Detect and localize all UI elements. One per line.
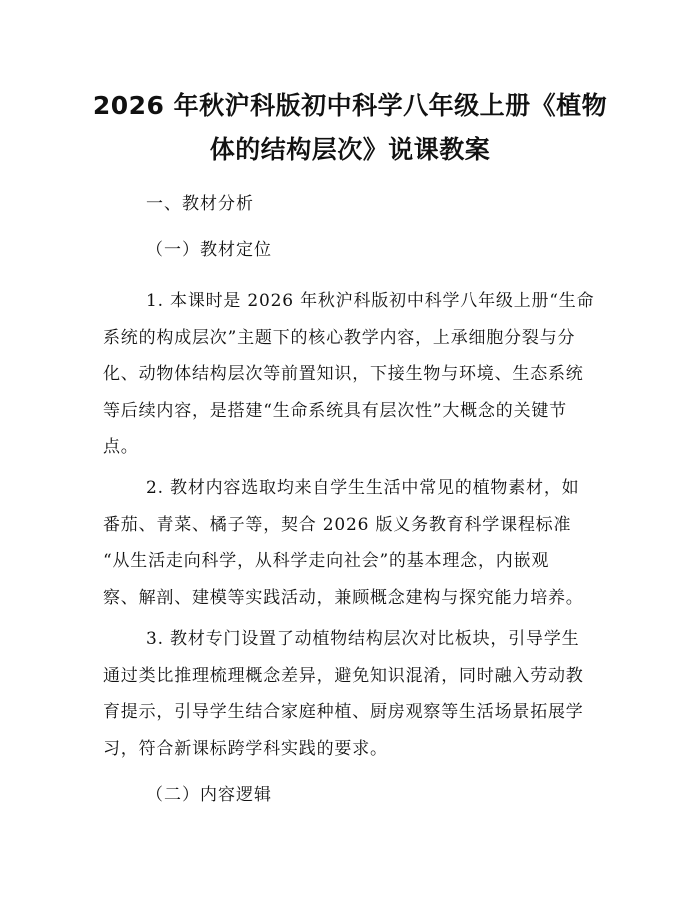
paragraph-2-line: 2. 教材内容选取均来自学生生活中常见的植物素材，如: [146, 478, 580, 498]
title-line-1: 2026 年秋沪科版初中科学八年级上册《植物: [92, 91, 608, 120]
paragraph-3-line: 通过类比推理梳理概念差异，避免知识混淆，同时融入劳动教: [103, 665, 584, 686]
paragraph-3-line: 3. 教材专门设置了动植物结构层次对比板块，引导学生: [146, 629, 580, 649]
paragraph-1-line: 等后续内容，是搭建“生命系统具有层次性”大概念的关键节: [103, 400, 567, 421]
subsection-heading-content-logic: （二）内容逻辑: [146, 785, 272, 805]
paragraph-2: [103, 470, 600, 616]
paragraph-3-line: 习，符合新课标跨学科实践的要求。: [103, 738, 388, 759]
paragraph-2-line: 察、解剖、建模等实践活动，兼顾概念建构与探究能力培养。: [103, 587, 584, 608]
title-line-2: 体的结构层次》说课教案: [209, 135, 491, 164]
document-title: [90, 84, 610, 172]
paragraph-2-line: “从生活走向科学，从科学走向社会”的基本理念，内嵌观: [103, 551, 550, 571]
paragraph-1-line: 系统的构成层次”主题下的核心教学内容，上承细胞分裂与分: [103, 327, 576, 348]
paragraph-1-line: 1. 本课时是 2026 年秋沪科版初中科学八年级上册“生命: [146, 291, 595, 311]
paragraph-1-line: 点。: [103, 437, 139, 457]
paragraph-2-line: 番茄、青菜、橘子等，契合 2026 版义务教育科学课程标准: [103, 514, 572, 535]
section-heading-teaching-material-analysis: 一、教材分析: [146, 194, 254, 214]
paragraph-1-line: 化、动物体结构层次等前置知识，下接生物与环境、生态系统: [103, 364, 584, 384]
paragraph-3: [103, 621, 600, 767]
paragraph-1: [103, 283, 600, 466]
paragraph-3-line: 育提示，引导学生结合家庭种植、厨房观察等生活场景拓展学: [103, 702, 584, 722]
subsection-heading-material-positioning: （一）教材定位: [146, 240, 272, 260]
